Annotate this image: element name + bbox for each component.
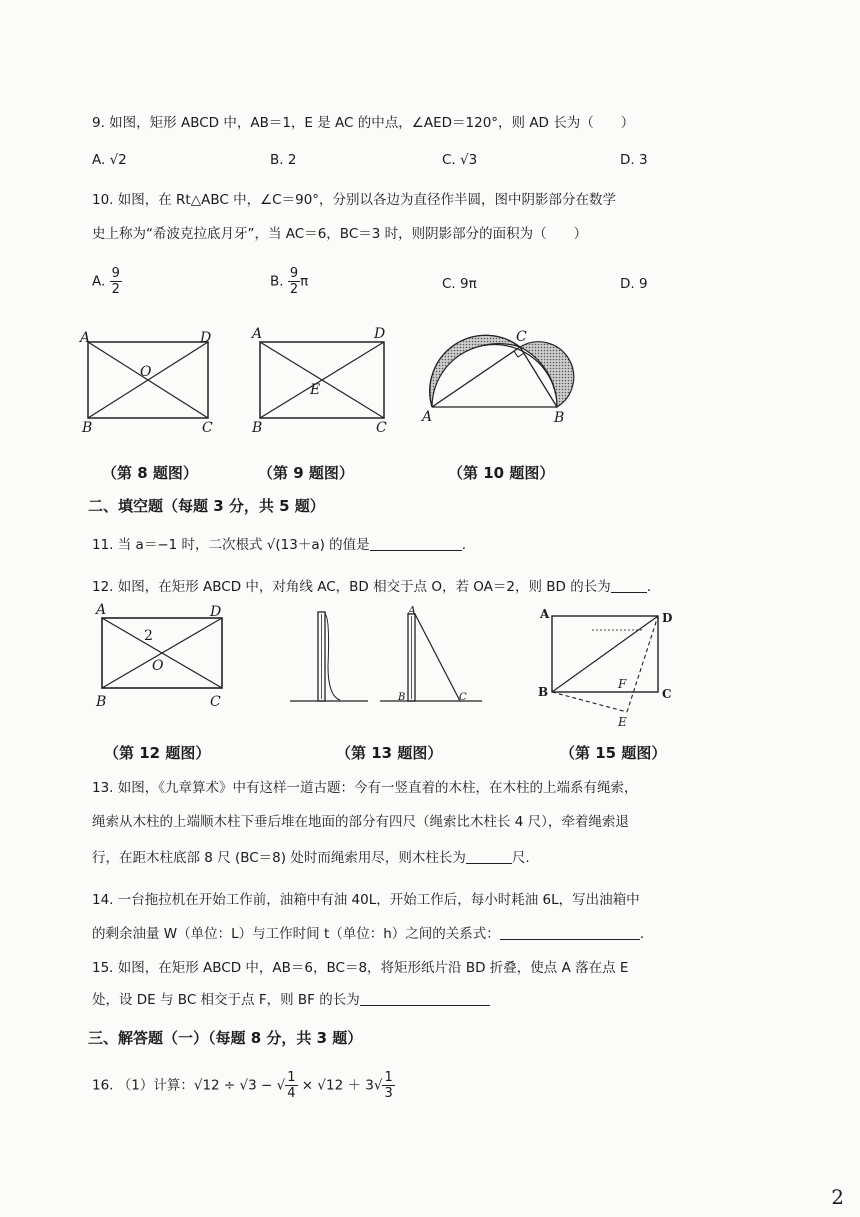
fig8-label-o: O	[140, 364, 152, 380]
fig8-label-a: A	[80, 330, 91, 346]
q9-option-c: C. √3	[442, 152, 478, 168]
q16-fraction-2: $\frac{1}{3}$	[384, 1070, 393, 1101]
fig13-label-b: B	[398, 692, 406, 703]
caption-fig12: （第 12 题图）	[104, 744, 211, 762]
fig8-label-d: D	[200, 330, 212, 346]
q9-option-a: A. √2	[92, 152, 127, 168]
fig12-label-2: 2	[144, 628, 153, 644]
fig9-label-e: E	[310, 382, 321, 398]
fig15-label-c: C	[662, 687, 672, 701]
q14-answer-blank	[500, 925, 640, 940]
fig15-label-d: D	[662, 611, 673, 625]
fig15-label-f: F	[618, 677, 627, 691]
q12-answer-blank	[611, 578, 647, 593]
fig8-label-c: C	[202, 420, 213, 436]
page-number: 2	[831, 1185, 844, 1209]
q9-text: 9. 如图，矩形 ABCD 中，AB＝1，E 是 AC 的中点，∠AED＝120°，则 AD 长为（ ）	[92, 115, 635, 131]
fig10-label-a: A	[422, 409, 433, 425]
q9-option-d: D. 3	[620, 152, 648, 168]
q13-answer-blank	[466, 849, 512, 864]
fig13-label-c: C	[459, 692, 467, 703]
fig15-label-b: B	[538, 685, 549, 699]
fig8-label-b: B	[82, 420, 93, 436]
figure-12	[92, 600, 242, 712]
q10-option-b-fraction: $\frac{9}{2}$	[289, 266, 299, 297]
caption-fig8: （第 8 题图）	[102, 464, 198, 482]
q10-line1: 10. 如图，在 Rt△ABC 中，∠C＝90°，分别以各边为直径作半圆，图中阴影部分在数学	[92, 192, 617, 208]
q14-line2: 的剩余油量 W（单位：L）与工作时间 t（单位：h）之间的关系式： .	[92, 926, 645, 942]
q10-option-a: A. $\frac{9}{2}$	[92, 266, 120, 297]
q15-line2: 处，设 DE 与 BC 相交于点 F，则 BF 的长为	[92, 990, 490, 1010]
q12-text: 12. 如图，在矩形 ABCD 中，对角线 AC，BD 相交于点 O，若 OA＝2，则 BD 的长为 .	[92, 579, 652, 595]
q15-line1: 15. 如图，在矩形 ABCD 中，AB＝6，BC＝8，将矩形纸片沿 BD 折叠，使点 A 落在点 E	[92, 960, 629, 976]
figure-13	[380, 604, 490, 708]
figure-15	[532, 604, 692, 728]
q10-option-a-fraction: $\frac{9}{2}$	[111, 266, 120, 297]
q15-answer-blank	[360, 991, 490, 1006]
q10-option-b: B. $\frac{9}{2}\pi$	[270, 266, 309, 297]
q11-text: 11. 当 a＝−1 时，二次根式 √(13＋a) 的值是 .	[92, 537, 466, 553]
caption-fig10: （第 10 题图）	[448, 464, 555, 482]
fig12-label-a: A	[96, 602, 107, 618]
q9-option-b: B. 2	[270, 152, 297, 168]
fig9-label-d: D	[374, 326, 386, 342]
figure-9	[250, 326, 398, 438]
fig10-label-b: B	[554, 410, 565, 426]
caption-fig13: （第 13 题图）	[336, 744, 443, 762]
figure-8	[78, 328, 218, 438]
fig9-label-b: B	[252, 420, 263, 436]
q10-option-d: D. 9	[620, 276, 648, 292]
q13-line3: 行，在距木柱底部 8 尺 (BC＝8) 处时而绳索用尽，则木柱长为 尺.	[92, 850, 530, 866]
fig12-label-c: C	[210, 694, 221, 710]
fig9-label-a: A	[252, 326, 263, 342]
q10-option-c: C. 9π	[442, 276, 477, 292]
figure-10	[420, 325, 590, 430]
fig13-label-a: A	[408, 604, 416, 617]
figure-13-rope	[290, 606, 370, 706]
q13-line1: 13. 如图，《九章算术》中有这样一道古题：今有一竖直着的木柱，在木柱的上端系有绳索，	[92, 780, 638, 796]
fig12-label-o: O	[152, 658, 164, 674]
q13-line2: 绳索从木柱的上端顺木柱下垂后堆在地面的部分有四尺（绳索比木柱长 4 尺），牵着绳索退	[92, 814, 629, 830]
fig15-label-a: A	[540, 607, 550, 621]
section3-heading: 三、解答题（一）（每题 8 分，共 3 题）	[88, 1029, 363, 1047]
q16-text: 16. （1）计算：√12 ÷ √3 − √ $\frac{1}{4} \times √12 + 3√$ $\frac{1}{3}$	[92, 1070, 393, 1101]
fig15-label-e: E	[618, 715, 627, 728]
caption-fig15: （第 15 题图）	[560, 744, 667, 762]
q16-fraction-1: $\frac{1}{4}$	[287, 1070, 296, 1101]
fig9-label-c: C	[376, 420, 387, 436]
fig12-label-b: B	[96, 694, 107, 710]
fig12-label-d: D	[210, 604, 222, 620]
section2-heading: 二、填空题（每题 3 分，共 5 题）	[88, 497, 325, 515]
q10-line2: 史上称为“希波克拉底月牙”，当 AC＝6，BC＝3 时，则阴影部分的面积为（ ）	[92, 226, 588, 242]
caption-fig9: （第 9 题图）	[258, 464, 354, 482]
fig10-label-c: C	[516, 329, 527, 345]
q14-line1: 14. 一台拖拉机在开始工作前，油箱中有油 40L，开始工作后，每小时耗油 6L，写出油箱中	[92, 892, 640, 908]
q11-answer-blank	[370, 536, 462, 551]
